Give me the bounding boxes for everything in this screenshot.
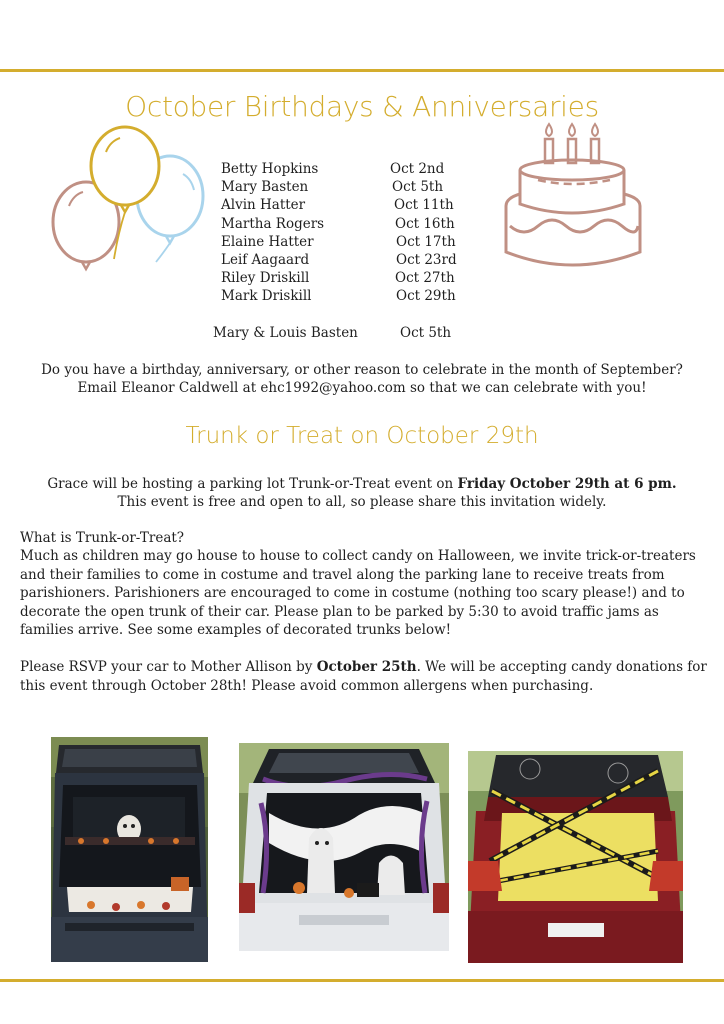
birthday-name: Mark Driskill [221, 288, 312, 305]
birthday-date: Oct 11th [394, 197, 454, 214]
trunk-description: Much as children may go house to house to collect candy on Halloween, we invite trick-or-treaters and their families to come in costume and travel along the parking lane to receive treats from parishioners. Parishioners are encouraged to come in costume (nothing too scary please!) and to decorate the open trunk of their car. Please plan to be parked by 5:30 to avoid traffic jams as families arrive. See some examples of decorated trunks below! [20, 548, 696, 638]
list-item [221, 196, 521, 214]
list-item [213, 324, 513, 342]
birthday-date: Oct 27th [395, 270, 455, 287]
list-item [221, 178, 521, 196]
trunk-intro-line1 [0, 475, 724, 494]
celebration-note-line2: Email Eleanor Caldwell at ehc1992@yahoo.com so that we can celebrate with you! [77, 380, 647, 396]
rsvp-text-cont: . We will be accepting candy donations for this event through October 28th! Please avoid common allergens when purchasing. [20, 659, 707, 694]
trunk-photo-white-car [239, 743, 449, 951]
birthday-cake-icon [500, 122, 646, 274]
trunk-question: What is Trunk-or-Treat? [20, 530, 185, 546]
birthdays-heading: October Birthdays & Anniversaries [125, 90, 599, 123]
birthday-name: Martha Rogers [221, 215, 325, 232]
birthday-name: Riley Driskill [221, 270, 310, 287]
trunk-intro-date: Friday October 29th at 6 pm. [457, 476, 677, 492]
anniversary-date: Oct 5th [400, 325, 452, 341]
list-item [221, 233, 521, 251]
birthday-list [221, 160, 521, 306]
celebration-note-line1: Do you have a birthday, anniversary, or other reason to celebrate in the month of September? [41, 362, 683, 378]
birthday-date: Oct 17th [396, 233, 456, 250]
balloons-icon [48, 124, 210, 274]
birthday-name: Elaine Hatter [221, 233, 314, 250]
list-item [221, 251, 521, 269]
birthday-date: Oct 2nd [390, 161, 445, 177]
trunk-photo-red-car [468, 751, 683, 963]
birthday-date: Oct 29th [396, 288, 456, 305]
rsvp-text: Please RSVP your car to Mother Allison by [20, 659, 317, 675]
list-item [221, 287, 521, 305]
anniversary-row [213, 324, 513, 342]
birthday-name: Betty Hopkins [221, 161, 319, 177]
list-item [221, 160, 521, 178]
birthday-name: Mary Basten [221, 179, 309, 196]
birthday-name: Alvin Hatter [221, 197, 306, 214]
birthday-date: Oct 16th [395, 215, 455, 232]
trunk-photo-dark-car [51, 737, 208, 962]
anniversary-name: Mary & Louis Basten [213, 325, 358, 341]
birthday-date: Oct 5th [392, 179, 444, 196]
birthday-date: Oct 23rd [396, 251, 457, 268]
trunk-intro-text: Grace will be hosting a parking lot Trunk-or-Treat event on [47, 476, 458, 492]
birthday-name: Leif Aagaard [221, 251, 310, 268]
rsvp-paragraph [20, 658, 710, 695]
rsvp-deadline: October 25th [316, 659, 417, 675]
bottom-divider [0, 979, 724, 982]
list-item [221, 269, 521, 287]
top-divider [0, 69, 724, 72]
trunk-intro-line2: This event is free and open to all, so please share this invitation widely. [117, 494, 607, 510]
trunk-heading: Trunk or Treat on October 29th [185, 423, 539, 449]
list-item [221, 215, 521, 233]
